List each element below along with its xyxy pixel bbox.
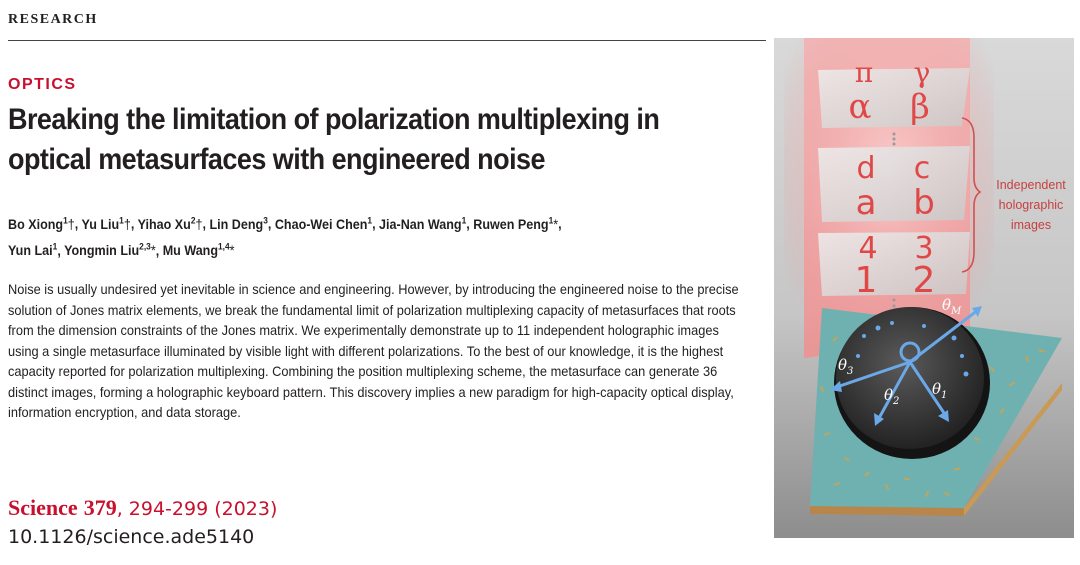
author-name[interactable]: Mu Wang$^{1,4}$*	[162, 241, 235, 258]
author-affiliation: 1	[52, 241, 58, 252]
plate-1-glyph-br: β	[910, 87, 930, 127]
section-label: RESEARCH	[8, 12, 98, 27]
bracket-label-line-3: images	[1010, 218, 1052, 232]
author-name[interactable]: Lin Deng$^3$	[209, 215, 268, 232]
author-affiliation: 1	[461, 215, 467, 225]
angle-label-2: θ	[884, 386, 894, 404]
angle-sub-3: 3	[847, 366, 854, 377]
author-name[interactable]: Yihao Xu$^2$†	[137, 215, 203, 232]
author-name[interactable]: Yongmin Liu$^{2,3}$*	[64, 241, 156, 258]
plate-3-glyph-tl: 4	[858, 231, 878, 266]
header-divider	[8, 40, 766, 41]
author-affiliation: 3	[263, 215, 268, 225]
author-name[interactable]: Chao-Wei Chen$^1$	[274, 215, 373, 232]
plate-3-glyph-bl: 1	[854, 260, 878, 301]
plate-1-glyph-tr: γ	[913, 56, 931, 89]
plate-2-glyph-tr: c	[913, 151, 931, 186]
angle-label-1: θ	[932, 380, 942, 398]
author-mark: *	[150, 243, 156, 258]
polarization-disk	[836, 307, 984, 449]
citation	[8, 495, 277, 521]
author-affiliation: 2	[190, 215, 196, 225]
author-name[interactable]: Bo Xiong$^1$†	[8, 215, 75, 232]
author-affiliation: 1	[63, 215, 68, 225]
author-name[interactable]: Ruwen Peng$^1$*	[473, 215, 559, 232]
hologram-plate-3	[818, 231, 970, 301]
plate-2-glyph-tl: d	[856, 151, 876, 186]
plate-3-glyph-tr: 3	[914, 231, 934, 266]
hologram-plate-2	[818, 146, 970, 223]
bracket-label-line-2: holographic	[998, 198, 1064, 212]
author-name[interactable]: Yun Lai$^1$	[8, 241, 58, 258]
author-affiliation: 2,3	[139, 241, 151, 252]
author-mark: †	[195, 216, 203, 232]
author-name[interactable]: Yu Liu$^1$†	[81, 215, 131, 232]
article-title: Breaking the limitation of polarization multiplexing in optical metasurfaces with engineered noise	[8, 103, 660, 176]
author-name[interactable]: Jia-Nan Wang$^1$	[379, 215, 467, 232]
author-mark: *	[553, 216, 559, 232]
author-affiliation: 1	[548, 215, 554, 225]
plate-1-glyph-tl: π	[854, 56, 874, 89]
author-affiliation: 1	[119, 215, 124, 225]
doi[interactable]: 10.1126/science.ade5140	[8, 526, 255, 548]
angle-sub-1: 1	[941, 390, 948, 401]
article-category: OPTICS	[8, 76, 77, 93]
plate-2-glyph-br: b	[913, 183, 935, 223]
journal-volume: 379	[83, 495, 117, 520]
author-list: Bo Xiong$^1$†, Yu Liu$^1$†, Yihao Xu$^2$†, Lin Deng$^3$, Chao-Wei Chen$^1$, Jia-Nan Wang$^1$, Ruwen Peng$^1$*, Yun Lai$^1$, Yongmin Liu$^{2,3}$*, Mu Wang$^{1,4}$*	[8, 215, 562, 258]
angle-sub-2: 2	[893, 396, 900, 407]
journal-name: Science	[8, 495, 78, 520]
author-affiliation: 1	[367, 215, 373, 225]
plate-3-glyph-br: 2	[912, 260, 936, 301]
plate-1-glyph-bl: α	[848, 87, 872, 127]
author-mark: †	[123, 216, 131, 232]
article-abstract: Noise is usually undesired yet inevitable in science and engineering. However, by introducing the engineered noise to the precise solution of Jones matrix elements, we break the fundamental limit of polarization multiplexing capacity of metasurfaces that roots from the dimension constraints of the Jones matrix. We experimentally demonstrate up to 11 independent holographic images using a single metasurface illuminated by visible light with different polarizations. To the best of our knowledge, it is the highest capacity reported for polarization multiplexing. Combining the position multiplexing scheme, the metasurface can generate 36 distinct images, forming a holographic keyboard pattern. This discovery implies a new paradigm for high-capacity optical display, information encryption, and data storage.	[8, 281, 739, 420]
author-mark: *	[229, 243, 235, 258]
overview-figure	[774, 38, 1074, 538]
author-mark: †	[67, 216, 75, 232]
bracket-label-line-1: Independent	[996, 178, 1066, 192]
citation-pages-year: , 294-299 (2023)	[116, 498, 278, 520]
plate-2-glyph-bl: a	[855, 183, 877, 223]
author-affiliation: 1,4	[218, 241, 230, 252]
angle-label-3: θ	[838, 356, 848, 374]
angle-sub-m: M	[951, 306, 962, 317]
angle-label-m: θ	[942, 296, 952, 314]
